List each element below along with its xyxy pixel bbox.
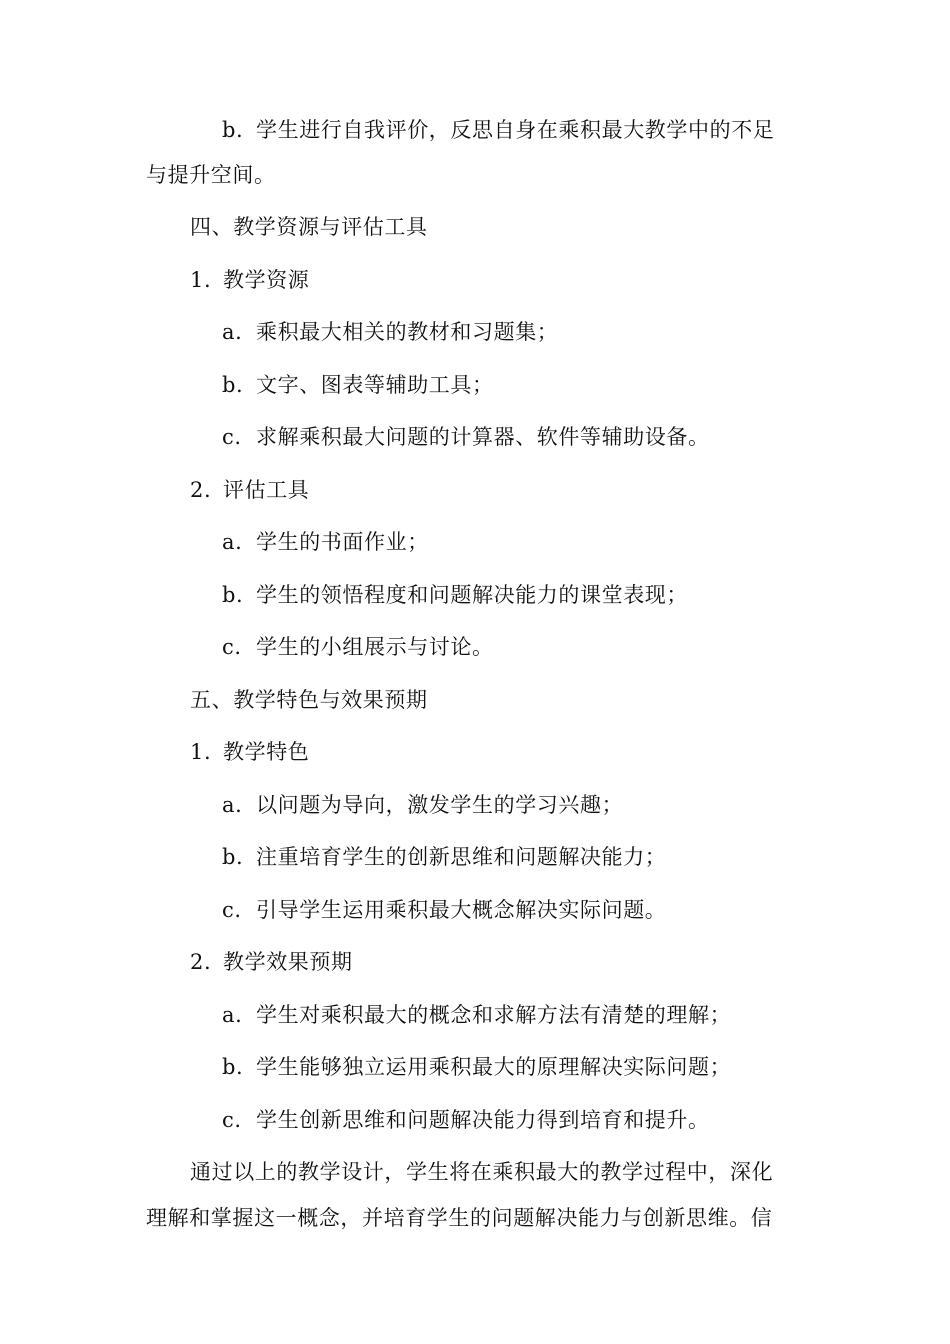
list-marker: 2.	[190, 950, 212, 974]
list-marker: b.	[222, 1055, 244, 1079]
list-item	[222, 423, 710, 451]
list-marker: c.	[222, 1108, 242, 1132]
list-marker: a.	[222, 1003, 243, 1027]
list-marker: 1.	[190, 740, 212, 764]
list-item-text: 求解乘积最大问题的计算器、软件等辅助设备。	[256, 425, 710, 449]
section-heading-text: 四、教学资源与评估工具	[190, 215, 428, 239]
list-marker: b.	[222, 373, 244, 397]
subsection-expected-effects	[190, 948, 353, 976]
list-marker: c.	[222, 898, 242, 922]
subsection-text: 教学效果预期	[223, 950, 353, 974]
list-item-text: 引导学生运用乘积最大概念解决实际问题。	[256, 898, 667, 922]
list-item	[222, 633, 494, 661]
concluding-paragraph-line-1	[190, 1158, 773, 1186]
list-item	[222, 318, 558, 346]
list-item	[222, 791, 623, 819]
list-item-text: 学生的小组展示与讨论。	[256, 635, 494, 659]
list-marker: a.	[222, 793, 243, 817]
subsection-text: 教学特色	[223, 740, 310, 764]
list-marker: 1.	[190, 268, 212, 292]
list-item	[222, 1053, 731, 1081]
list-marker: c.	[222, 425, 242, 449]
list-item-text: 以问题为导向，激发学生的学习兴趣；	[256, 793, 624, 817]
subsection-evaluation-tools	[190, 476, 309, 504]
list-item-text: 学生的书面作业；	[256, 530, 429, 554]
list-item	[222, 843, 666, 871]
concluding-paragraph-line-2	[146, 1204, 772, 1232]
list-marker: b.	[222, 118, 244, 142]
list-item-text: 学生进行自我评价，反思自身在乘积最大教学中的不足	[256, 118, 775, 142]
list-marker: 2.	[190, 478, 212, 502]
list-item-text: 学生创新思维和问题解决能力得到培育和提升。	[256, 1108, 710, 1132]
list-marker: a.	[222, 320, 243, 344]
list-item-b-self-evaluation	[222, 116, 774, 144]
paragraph-text: 通过以上的教学设计，学生将在乘积最大的教学过程中，深化	[190, 1160, 774, 1184]
section-heading-text: 五、教学特色与效果预期	[190, 688, 428, 712]
subsection-teaching-features	[190, 738, 309, 766]
list-item	[222, 896, 666, 924]
paragraph-continuation	[146, 161, 276, 189]
subsection-text: 评估工具	[223, 478, 310, 502]
list-item	[222, 1001, 731, 1029]
list-marker: a.	[222, 530, 243, 554]
section-heading-features	[190, 686, 428, 714]
list-item	[222, 371, 494, 399]
list-item	[222, 528, 429, 556]
list-item-text: 学生对乘积最大的概念和求解方法有清楚的理解；	[256, 1003, 732, 1027]
list-item-text: 乘积最大相关的教材和习题集；	[256, 320, 559, 344]
list-item-text: 文字、图表等辅助工具；	[256, 373, 494, 397]
paragraph-text: 与提升空间。	[146, 163, 276, 187]
section-heading-resources	[190, 213, 428, 241]
list-marker: c.	[222, 635, 242, 659]
list-item	[222, 1106, 710, 1134]
list-marker: b.	[222, 845, 244, 869]
subsection-teaching-resources	[190, 266, 309, 294]
list-marker: b.	[222, 583, 244, 607]
subsection-text: 教学资源	[223, 268, 310, 292]
list-item-text: 学生的领悟程度和问题解决能力的课堂表现；	[256, 583, 688, 607]
paragraph-text: 理解和掌握这一概念，并培育学生的问题解决能力与创新思维。信	[146, 1206, 773, 1230]
list-item-text: 学生能够独立运用乘积最大的原理解决实际问题；	[256, 1055, 732, 1079]
list-item-text: 注重培育学生的创新思维和问题解决能力；	[256, 845, 667, 869]
list-item	[222, 581, 688, 609]
